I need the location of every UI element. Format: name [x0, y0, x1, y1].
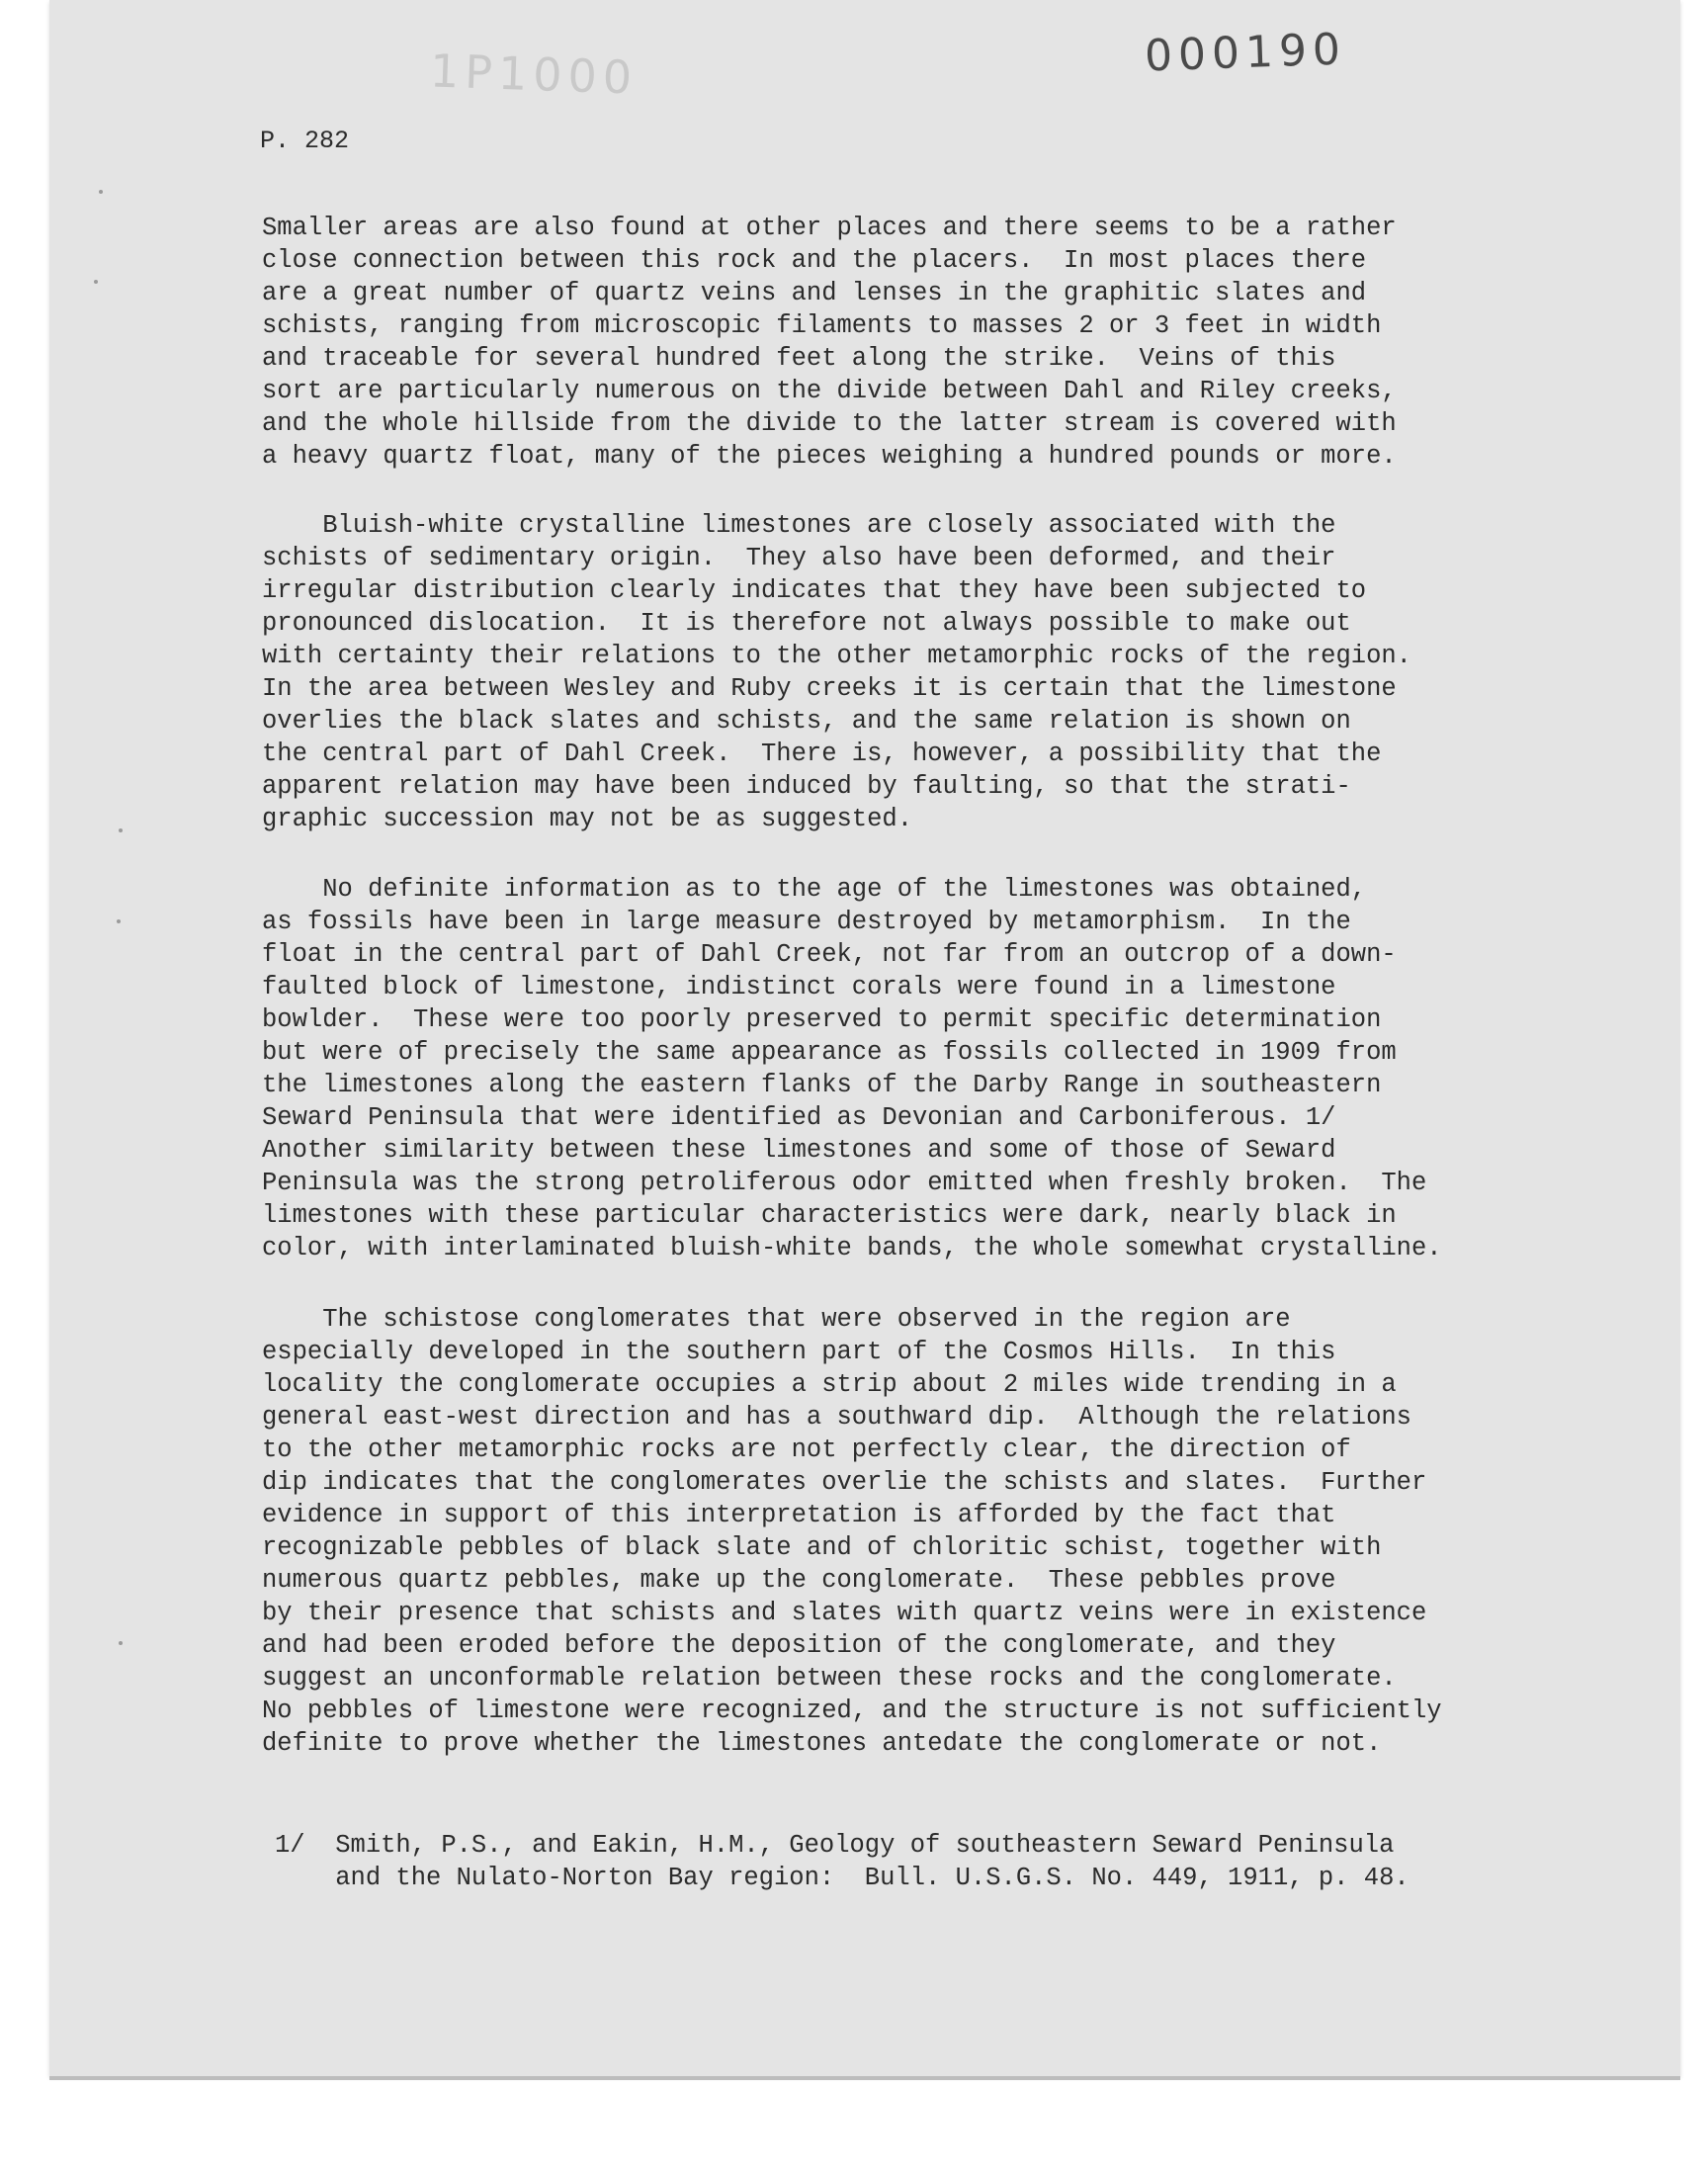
paragraph-3: No definite information as to the age of the limestones was obtained, as fossils have been in large measure destroyed by metamorphism. In the float in the central part of Dahl Creek, not far from an outcrop of a down- faulted block of limestone, indistinct corals were found in a limestone bowlder. These were too poorly preserved to permit specific determination but were of precisely the same appearance as fossils collected in 1909 from the limestones along the eastern flanks of the Darby Range in southeastern Seward Peninsula that were identified as Devonian and Carboniferous. 1/ Another similarity between these limestones and some of those of Seward Peninsula was the strong petroliferous odor emitted when freshly broken. The limestones with these particular characteristics were dark, nearly black in color, with interlaminated bluish-white bands, the whole somewhat crystalline.	[262, 875, 1442, 1262]
paragraph-1: Smaller areas are also found at other places and there seems to be a rather close connection between this rock and the placers. In most places there are a great number of quartz veins and lenses in the graphitic slates and schists, ranging from microscopic filaments to masses 2 or 3 feet in width and traceable for several hundred feet along the strike. Veins of this sort are particularly numerous on the divide between Dahl and Riley creeks, and the whole hillside from the divide to the latter stream is covered with a heavy quartz float, many of the pieces weighing a hundred pounds or more.	[262, 214, 1397, 471]
footnote: 1/ Smith, P.S., and Eakin, H.M., Geology of southeastern Seward Peninsula and the Nulato-Norton Bay region: Bull. U.S.G.S. No. 449, 1911, p. 48.	[275, 1831, 1409, 1892]
scan-speck	[99, 190, 103, 194]
page-edge	[49, 2076, 1680, 2080]
scan-speck	[119, 1641, 123, 1645]
document-id-stamp: 000190	[1144, 24, 1347, 82]
scan-speck	[119, 828, 123, 832]
page-number: P. 282	[260, 127, 350, 155]
scan-speck	[117, 919, 121, 923]
paragraph-2: Bluish-white crystalline limestones are closely associated with the schists of sedimentary origin. They also have been deformed, and their irregular distribution clearly indicates that they have been subjected to pronounced dislocation. It is therefore not always possible to make out with certainty their relations to the other metamorphic rocks of the region. In the area between Wesley and Ruby creeks it is certain that the limestone overlies the black slates and schists, and the same relation is shown on the central part of Dahl Creek. There is, however, a possibility that the apparent relation may have been induced by faulting, so that the strati- graphic succession may not be as suggested.	[262, 511, 1411, 833]
faint-stamp-number: 1P1000	[429, 44, 639, 105]
paragraph-4: The schistose conglomerates that were observed in the region are especially developed in the southern part of the Cosmos Hills. In this locality the conglomerate occupies a strip about 2 miles wide trending in a general east-west direction and has a southward dip. Although the relations to the other metamorphic rocks are not perfectly clear, the direction of dip indicates that the conglomerates overlie the schists and slates. Further evidence in support of this interpretation is afforded by the fact that recognizable pebbles of black slate and of chloritic schist, together with numerous quartz pebbles, make up the conglomerate. These pebbles prove by their presence that schists and slates with quartz veins were in existence and had been eroded before the deposition of the conglomerate, and they suggest an unconformable relation between these rocks and the conglomerate. No pebbles of limestone were recognized, and the structure is not sufficiently definite to prove whether the limestones antedate the conglomerate or not.	[262, 1305, 1442, 1758]
scan-speck	[94, 280, 98, 284]
